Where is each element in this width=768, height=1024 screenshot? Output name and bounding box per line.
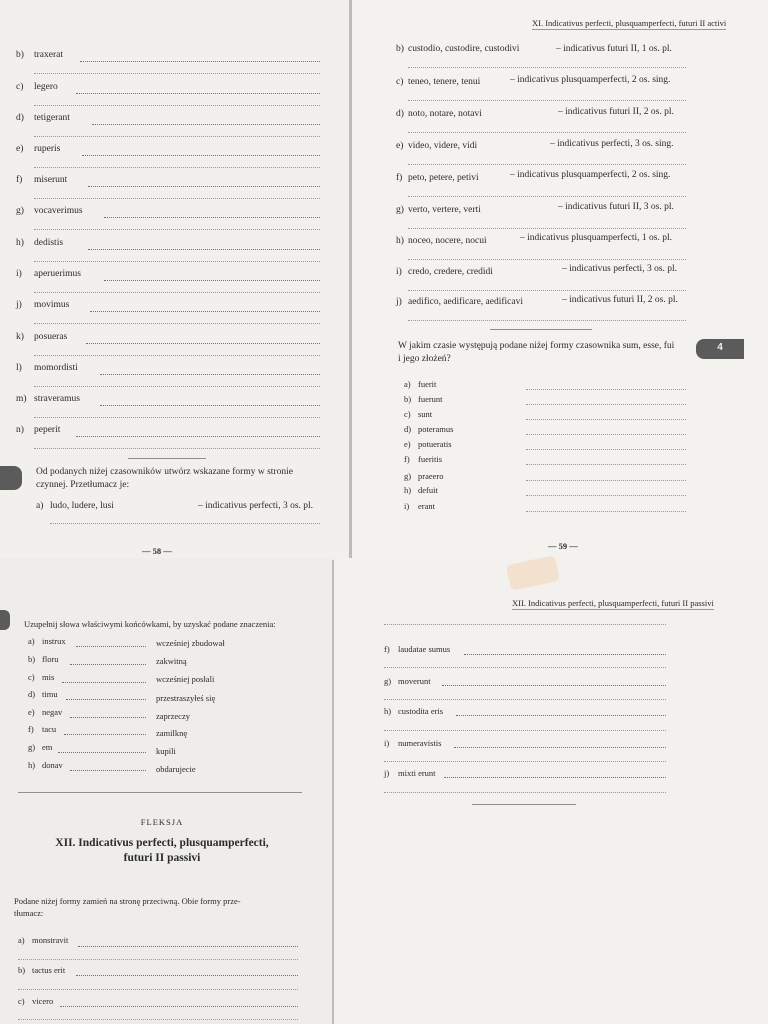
item-stem: tacu bbox=[42, 724, 57, 734]
page-61 bbox=[334, 558, 768, 1024]
page-number: — 59 — bbox=[548, 541, 578, 551]
item-word: mixti erunt bbox=[398, 768, 436, 778]
answer-line[interactable] bbox=[82, 155, 320, 156]
item-letter: a) bbox=[28, 636, 35, 646]
task-verb: custodio, custodire, custodivi bbox=[408, 44, 520, 54]
item-letter: c) bbox=[404, 409, 411, 419]
answer-line[interactable] bbox=[86, 343, 320, 344]
item-letter: e) bbox=[404, 439, 411, 449]
task-form: – indicativus perfecti, 3 os. pl. bbox=[198, 501, 314, 511]
item-letter: c) bbox=[396, 77, 404, 87]
exercise-question: i jego złożeń? bbox=[398, 354, 451, 364]
item-word: tactus erit bbox=[32, 965, 66, 975]
answer-line[interactable] bbox=[526, 511, 686, 512]
task-verb: teneo, tenere, tenui bbox=[408, 77, 481, 87]
item-stem: em bbox=[42, 742, 53, 752]
item-word: monstravit bbox=[32, 935, 69, 945]
task-form: – indicativus plusquamperfecti, 2 os. sing. bbox=[510, 75, 671, 85]
item-letter: i) bbox=[16, 269, 22, 279]
section-divider bbox=[490, 329, 592, 330]
item-letter: j) bbox=[384, 768, 390, 778]
answer-line[interactable] bbox=[384, 699, 666, 700]
item-word: poteramus bbox=[418, 424, 454, 434]
item-word: legero bbox=[34, 82, 58, 92]
item-letter: a) bbox=[36, 501, 44, 511]
answer-line[interactable] bbox=[526, 389, 686, 390]
item-word: numeravistis bbox=[398, 738, 442, 748]
section-title-line: futuri II passivi bbox=[123, 852, 201, 864]
item-word: posueras bbox=[34, 332, 68, 342]
item-word: straveramus bbox=[34, 394, 80, 404]
page-number: — 58 — bbox=[142, 546, 172, 556]
item-letter: i) bbox=[396, 267, 402, 277]
answer-line[interactable] bbox=[80, 61, 320, 62]
answer-line[interactable] bbox=[34, 417, 320, 418]
item-word: vocaverimus bbox=[34, 206, 83, 216]
item-letter: h) bbox=[16, 238, 24, 248]
item-letter: c) bbox=[16, 82, 24, 92]
answer-line[interactable] bbox=[34, 105, 320, 106]
item-letter: i) bbox=[384, 738, 390, 748]
item-stem: timu bbox=[42, 689, 58, 699]
task-form: – indicativus plusquamperfecti, 2 os. sing. bbox=[510, 170, 671, 180]
item-word: fuerunt bbox=[418, 394, 443, 404]
item-word: fuerit bbox=[418, 379, 437, 389]
answer-line[interactable] bbox=[408, 259, 686, 260]
answer-line[interactable] bbox=[70, 717, 146, 718]
answer-line[interactable] bbox=[70, 664, 146, 665]
book-spine bbox=[349, 0, 352, 558]
exercise-number-badge: 4 bbox=[696, 339, 744, 359]
page-58 bbox=[0, 0, 350, 558]
item-letter: c) bbox=[18, 996, 25, 1006]
item-letter: d) bbox=[28, 689, 36, 699]
answer-line[interactable] bbox=[76, 646, 146, 647]
item-word: movimus bbox=[34, 300, 70, 310]
answer-line[interactable] bbox=[50, 523, 320, 524]
answer-line[interactable] bbox=[408, 100, 686, 101]
item-letter: a) bbox=[18, 935, 25, 945]
answer-line[interactable] bbox=[70, 770, 146, 771]
item-letter: g) bbox=[16, 206, 24, 216]
item-letter: m) bbox=[16, 394, 27, 404]
item-letter: f) bbox=[28, 724, 34, 734]
item-stem: negav bbox=[42, 707, 63, 717]
item-letter: f) bbox=[384, 644, 390, 654]
answer-line[interactable] bbox=[90, 311, 320, 312]
item-letter: h) bbox=[396, 236, 404, 246]
exercise-instruction: Podane niżej formy zamień na stronę przeciwną. Obie formy prze- bbox=[14, 896, 241, 906]
answer-line[interactable] bbox=[34, 448, 320, 449]
item-stem: floru bbox=[42, 654, 59, 664]
item-word: praeero bbox=[418, 471, 444, 481]
item-letter: d) bbox=[396, 109, 404, 119]
answer-line[interactable] bbox=[34, 386, 320, 387]
item-word: laudatae sumus bbox=[398, 644, 451, 654]
item-letter: e) bbox=[396, 141, 404, 151]
section-divider bbox=[128, 458, 206, 459]
item-letter: e) bbox=[28, 707, 35, 717]
task-form: – indicativus futuri II, 2 os. pl. bbox=[562, 295, 678, 305]
item-stem: mis bbox=[42, 672, 55, 682]
item-letter: c) bbox=[28, 672, 35, 682]
item-letter: g) bbox=[28, 742, 36, 752]
answer-line[interactable] bbox=[526, 449, 686, 450]
item-word: potueratis bbox=[418, 439, 452, 449]
item-letter: l) bbox=[16, 363, 22, 373]
answer-line[interactable] bbox=[66, 699, 146, 700]
exercise-instruction: Od podanych niżej czasowników utwórz wskazane formy w stronie bbox=[36, 467, 293, 477]
item-stem: instrux bbox=[42, 636, 66, 646]
answer-line[interactable] bbox=[442, 685, 666, 686]
item-letter: d) bbox=[404, 424, 412, 434]
item-letter: g) bbox=[396, 205, 404, 215]
section-divider bbox=[472, 804, 576, 805]
page-59 bbox=[350, 0, 768, 558]
answer-line[interactable] bbox=[100, 405, 320, 406]
answer-line[interactable] bbox=[384, 667, 666, 668]
answer-line[interactable] bbox=[34, 292, 320, 293]
answer-line[interactable] bbox=[78, 946, 298, 947]
item-letter: b) bbox=[404, 394, 412, 404]
item-word: ruperis bbox=[34, 144, 61, 154]
item-letter: h) bbox=[384, 706, 392, 716]
answer-line[interactable] bbox=[104, 280, 320, 281]
item-word: sunt bbox=[418, 409, 433, 419]
item-letter: h) bbox=[28, 760, 36, 770]
item-word: peperit bbox=[34, 425, 61, 435]
answer-line[interactable] bbox=[408, 67, 686, 68]
task-form: – indicativus futuri II, 3 os. pl. bbox=[558, 202, 674, 212]
item-meaning: przestraszyłeś się bbox=[156, 693, 216, 703]
answer-line[interactable] bbox=[34, 229, 320, 230]
item-letter: b) bbox=[18, 965, 26, 975]
answer-line[interactable] bbox=[58, 752, 146, 753]
item-word: defuit bbox=[418, 485, 438, 495]
exercise-question: W jakim czasie występują podane niżej formy czasownika sum, esse, fui bbox=[398, 341, 675, 351]
exercise-instruction: Uzupełnij słowa właściwymi końcówkami, by uzyskać podane znaczenia: bbox=[24, 619, 276, 629]
item-word: dedistis bbox=[34, 238, 64, 248]
answer-line[interactable] bbox=[526, 495, 686, 496]
answer-line[interactable] bbox=[408, 290, 686, 291]
answer-line[interactable] bbox=[92, 124, 320, 125]
item-word: traxerat bbox=[34, 50, 64, 60]
answer-line[interactable] bbox=[526, 404, 686, 405]
item-word: miserunt bbox=[34, 175, 68, 185]
task-form: – indicativus futuri II, 1 os. pl. bbox=[556, 44, 672, 54]
task-form: – indicativus perfecti, 3 os. sing. bbox=[550, 139, 674, 149]
answer-line[interactable] bbox=[384, 730, 666, 731]
task-form: – indicativus perfecti, 3 os. pl. bbox=[562, 264, 678, 274]
task-verb: peto, petere, petivi bbox=[408, 173, 479, 183]
item-letter: i) bbox=[404, 501, 410, 511]
item-word: moverunt bbox=[398, 676, 431, 686]
item-letter: f) bbox=[404, 454, 410, 464]
item-meaning: zamilknę bbox=[156, 728, 188, 738]
running-header: XI. Indicativus perfecti, plusquamperfecti, futuri II activi bbox=[532, 18, 727, 28]
item-letter: h) bbox=[404, 485, 412, 495]
answer-line[interactable] bbox=[76, 93, 320, 94]
exercise-badge bbox=[0, 466, 22, 490]
answer-line[interactable] bbox=[464, 654, 666, 655]
answer-line[interactable] bbox=[408, 228, 686, 229]
item-word: tetigerant bbox=[34, 113, 70, 123]
answer-line[interactable] bbox=[34, 261, 320, 262]
answer-line[interactable] bbox=[18, 1019, 298, 1020]
answer-line[interactable] bbox=[526, 434, 686, 435]
item-letter: j) bbox=[396, 297, 402, 307]
answer-line[interactable] bbox=[104, 217, 320, 218]
item-meaning: kupili bbox=[156, 746, 176, 756]
task-form: – indicativus futuri II, 2 os. pl. bbox=[558, 107, 674, 117]
answer-line[interactable] bbox=[76, 436, 320, 437]
item-meaning: zakwitną bbox=[156, 656, 187, 666]
answer-line[interactable] bbox=[526, 480, 686, 481]
item-letter: j) bbox=[16, 300, 22, 310]
answer-line[interactable] bbox=[62, 682, 146, 683]
item-letter: n) bbox=[16, 425, 24, 435]
running-header: XII. Indicativus perfecti, plusquamperfecti, futuri II passivi bbox=[512, 598, 714, 608]
task-verb: verto, vertere, verti bbox=[408, 205, 481, 215]
answer-line[interactable] bbox=[34, 167, 320, 168]
answer-line[interactable] bbox=[444, 777, 666, 778]
page-60 bbox=[0, 558, 334, 1024]
item-letter: f) bbox=[16, 175, 23, 185]
answer-line[interactable] bbox=[456, 715, 666, 716]
answer-line[interactable] bbox=[408, 164, 686, 165]
item-meaning: wcześniej zbudował bbox=[156, 638, 225, 648]
answer-line[interactable] bbox=[88, 249, 320, 250]
task-verb: aedifico, aedificare, aedificavi bbox=[408, 297, 523, 307]
section-title bbox=[12, 836, 312, 866]
section-divider bbox=[18, 792, 302, 793]
answer-line[interactable] bbox=[408, 320, 686, 321]
answer-line[interactable] bbox=[384, 624, 666, 625]
task-form: – indicativus plusquamperfecti, 1 os. pl. bbox=[520, 233, 672, 243]
exercise-instruction: tłumacz: bbox=[14, 908, 44, 918]
item-word: aperuerimus bbox=[34, 269, 81, 279]
answer-line[interactable] bbox=[526, 464, 686, 465]
task-verb: ludo, ludere, lusi bbox=[50, 501, 114, 511]
exercise-instruction: czynnej. Przetłumacz je: bbox=[36, 480, 130, 490]
answer-line[interactable] bbox=[384, 761, 666, 762]
answer-line[interactable] bbox=[526, 419, 686, 420]
item-letter: b) bbox=[28, 654, 36, 664]
task-verb: noto, notare, notavi bbox=[408, 109, 482, 119]
answer-line[interactable] bbox=[34, 73, 320, 74]
answer-line[interactable] bbox=[34, 136, 320, 137]
item-word: momordisti bbox=[34, 363, 78, 373]
item-word: fueritis bbox=[418, 454, 443, 464]
answer-line[interactable] bbox=[34, 198, 320, 199]
item-word: custodita eris bbox=[398, 706, 444, 716]
item-letter: k) bbox=[16, 332, 24, 342]
answer-line[interactable] bbox=[34, 355, 320, 356]
section-label: FLEKSJA bbox=[140, 817, 184, 827]
exercise-badge bbox=[0, 610, 10, 630]
item-letter: b) bbox=[396, 44, 404, 54]
item-word: vicero bbox=[32, 996, 54, 1006]
task-verb: video, videre, vidi bbox=[408, 141, 478, 151]
item-letter: a) bbox=[404, 379, 411, 389]
task-verb: credo, credere, credidi bbox=[408, 267, 493, 277]
answer-line[interactable] bbox=[408, 132, 686, 133]
item-letter: e) bbox=[16, 144, 24, 154]
answer-line[interactable] bbox=[18, 989, 298, 990]
answer-line[interactable] bbox=[100, 374, 320, 375]
item-meaning: wcześniej posłali bbox=[156, 674, 215, 684]
answer-line[interactable] bbox=[408, 196, 686, 197]
answer-line[interactable] bbox=[454, 747, 666, 748]
item-word: erant bbox=[418, 501, 435, 511]
section-title-line: XII. Indicativus perfecti, plusquamperfecti, bbox=[55, 837, 269, 849]
item-stem: donav bbox=[42, 760, 63, 770]
answer-line[interactable] bbox=[64, 734, 146, 735]
answer-line[interactable] bbox=[76, 975, 298, 976]
item-letter: d) bbox=[16, 113, 24, 123]
answer-line[interactable] bbox=[18, 959, 298, 960]
answer-line[interactable] bbox=[384, 792, 666, 793]
item-letter: g) bbox=[384, 676, 392, 686]
item-meaning: zaprzeczy bbox=[156, 711, 190, 721]
item-meaning: obdarujecie bbox=[156, 764, 196, 774]
item-letter: b) bbox=[16, 50, 24, 60]
item-letter: f) bbox=[396, 173, 403, 183]
answer-line[interactable] bbox=[34, 323, 320, 324]
item-letter: g) bbox=[404, 471, 412, 481]
answer-line[interactable] bbox=[60, 1006, 298, 1007]
answer-line[interactable] bbox=[88, 186, 320, 187]
task-verb: noceo, nocere, nocui bbox=[408, 236, 487, 246]
